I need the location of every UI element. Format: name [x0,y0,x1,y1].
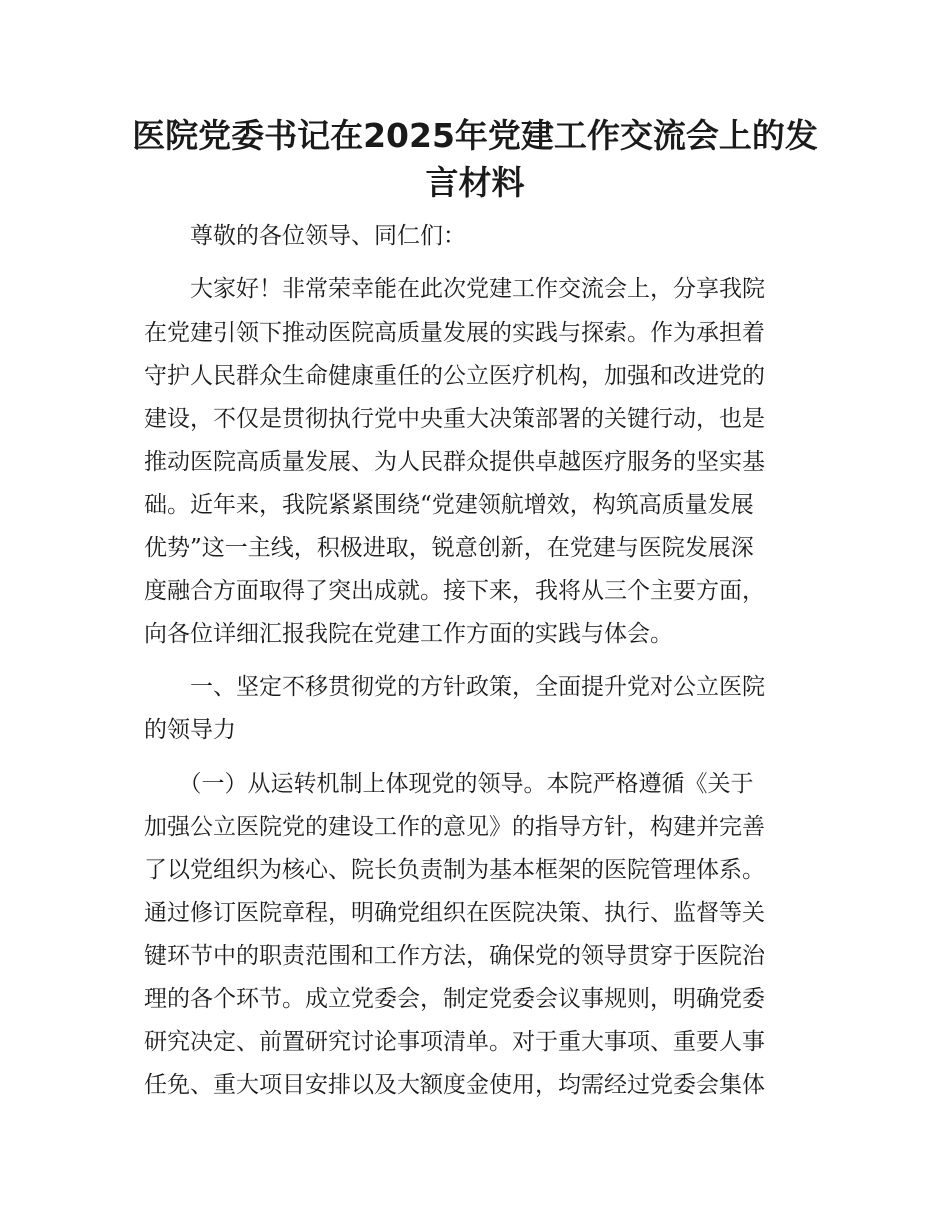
paragraph-line: 加强公立医院党的建设工作的意见》的指导方针，构建并完善 [144,814,765,840]
paragraph-line: 推动医院高质量发展、为人民群众提供卓越医疗服务的坚实基 [144,449,765,475]
paragraph-line: 优势”这一主线，积极进取，锐意创新，在党建与医院发展深 [144,535,754,561]
paragraph-line: 础。近年来，我院紧紧围绕“党建领航增效，构筑高质量发展 [144,492,754,518]
section-heading-line: 的领导力 [144,717,236,743]
paragraph-line: 建设，不仅是贯彻执行党中央重大决策部署的关键行动，也是 [144,406,765,432]
paragraph-line: 了以党组织为核心、院长负责制为基本框架的医院管理体系。 [144,857,765,883]
paragraph-line: 研究决定、前置研究讨论事项清单。对于重大事项、重要人事 [144,1029,765,1055]
paragraph-line: 度融合方面取得了突出成就。接下来，我将从三个主要方面， [144,578,765,604]
paragraph-line: 键环节中的职责范围和工作方法，确保党的领导贯穿于医院治 [144,943,765,969]
paragraph-line: 大家好！非常荣幸能在此次党建工作交流会上，分享我院 [144,276,765,302]
section-heading-line: 一、坚定不移贯彻党的方针政策，全面提升党对公立医院 [144,674,765,700]
paragraph-line: 任免、重大项目安排以及大额度金使用，均需经过党委会集体 [144,1072,765,1098]
paragraph-line: 守护人民群众生命健康重任的公立医疗机构，加强和改进党的 [144,363,765,389]
paragraph-line: （一）从运转机制上体现党的领导。本院严格遵循《关于 [144,771,754,797]
paragraph-line: 向各位详细汇报我院在党建工作方面的实践与体会。 [144,621,673,647]
document-title-line-1: 医院党委书记在2025年党建工作交流会上的发 [132,116,818,155]
paragraph-line: 理的各个环节。成立党委会，制定党委会议事规则，明确党委 [144,986,765,1012]
paragraph-line: 在党建引领下推动医院高质量发展的实践与探索。作为承担着 [144,320,765,346]
document-title-line-2: 言材料 [425,163,525,202]
paragraph-line: 通过修订医院章程，明确党组织在医院决策、执行、监督等关 [144,900,765,926]
salutation: 尊敬的各位领导、同仁们： [144,223,466,249]
